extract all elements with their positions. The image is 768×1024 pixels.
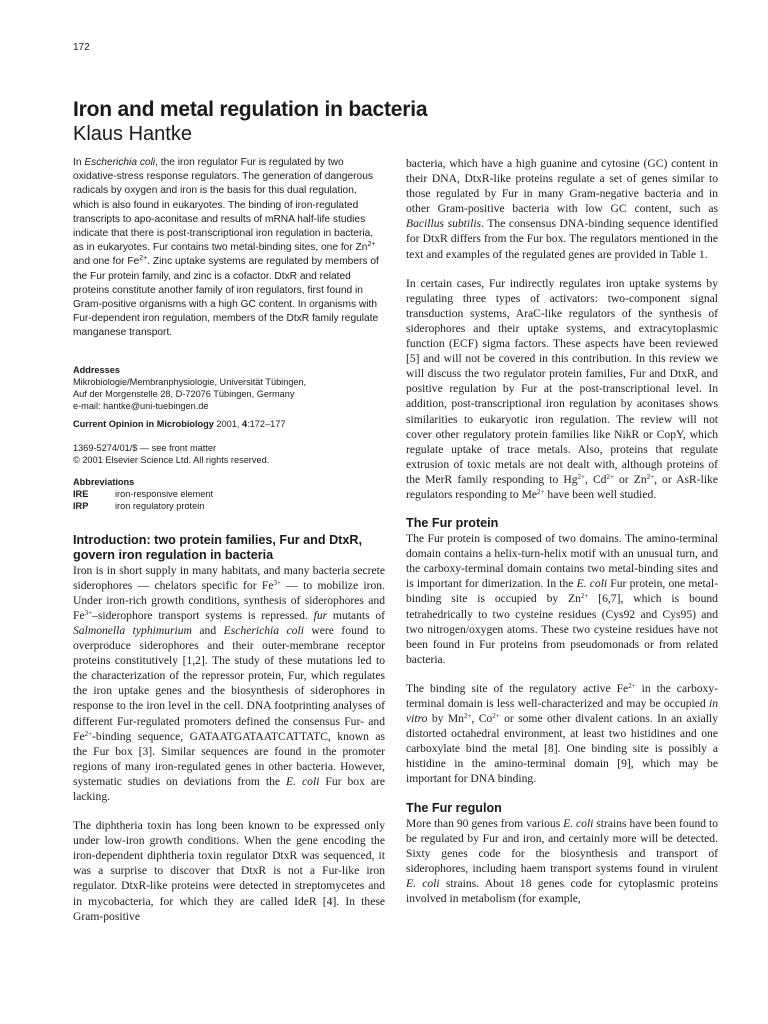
paragraph: The diphtheria toxin has long been known to be expressed only under low-iron growth conditions. When the gene encoding the iron-dependent diphtheria toxin regulator DtxR was sequenced, it was a surprise to discover that DtxR is not a Fur-like iron regulator. DtxR-like proteins were detected in streptomycetes and in mycobacteria, for which they are called IdeR [4]. In these Gram-positive xyxy=(73,819,385,923)
author-name: Klaus Hantke xyxy=(73,123,192,145)
abstract xyxy=(73,156,385,341)
addresses-heading: Addresses xyxy=(73,364,120,375)
paragraph: The binding site of the regulatory active $Fe^{2+}$ in the carboxy-terminal domain is less well-characterized and may be occupied in vitro by $Mn^{2+}$, $Co^{2+}$ or some other divalent cations. In an axially distorted octahedral environment, at least two histidines and one carboxylate bind the metal [8]. One binding site is possibly a histidine in the amino-terminal domain [9], which may be important for DNA binding. xyxy=(406,681,719,786)
abbreviation-term: IRE xyxy=(73,489,89,500)
issn-line: 1369-5274/01/$ — see front matter xyxy=(73,443,217,454)
paragraph: In certain cases, Fur indirectly regulates iron uptake systems by regulating three types of activators: two-component signal transduction systems, AraC-like regulators of the synthesis of siderophores and their uptake systems, and extracytoplasmic function (ECF) sigma factors. These aspects have been reviewed [5] and will not be covered in this contribution. In this review we will discuss the two regulator protein families, Fur and DtxR, and positive regulation by Fur at the post-transcriptional level. In addition, post-transcriptional iron regulation by aconitases shows similarities to eukaryotic iron regulation. The review will not cover other regulatory protein families like NikR or CopY, which regulate uptake of trace metals. Also, proteins that regulate extrusion of toxic metals are not dealt with, although proteins of the MerR family responding to $Hg^{2+}$, $Cd^{2+}$ or $Zn^{2+}$, or AsR-like regulators responding to $Me^{2+}$ have been well studied. xyxy=(406,276,718,501)
volume: 4 xyxy=(241,419,248,430)
abbreviation-definition: iron-responsive element xyxy=(115,489,214,500)
section-heading-introduction: Introduction: two protein families, Fur and DtxR, govern iron regulation in bacteria xyxy=(73,532,362,562)
abbreviations-heading: Abbreviations xyxy=(73,477,135,488)
section-heading-fur-protein: The Fur protein xyxy=(406,516,499,531)
abbreviation-definition: iron regulatory protein xyxy=(115,501,205,512)
journal-name: Current Opinion in Microbiology xyxy=(73,419,214,430)
intro-body xyxy=(73,563,385,924)
paragraph: bacteria, which have a high guanine and cytosine (GC) content in their DNA, DtxR-like proteins regulate a set of genes similar to those regulated by Fur in many Gram-negative bacteria and in other Gram-positive bacteria with low GC content, such as Bacillus subtilis. The consensus DNA-binding sequence identified for DtxR differs from the Fur box. The regulators mentioned in the text and examples of the regulated genes are provided in Table 1. xyxy=(406,157,718,261)
address-line: Mikrobiologie/Membranphysiologie, Universität Tübingen, xyxy=(73,376,307,387)
article-title: Iron and metal regulation in bacteria xyxy=(73,98,428,121)
copyright-line: © 2001 Elsevier Science Ltd. All rights reserved. xyxy=(73,455,270,466)
left-column xyxy=(73,156,385,924)
abbreviation-row xyxy=(73,500,385,512)
address-line: Auf der Morgenstelle 28, D-72076 Tübingen, Germany xyxy=(73,388,295,399)
fur-protein-body xyxy=(406,531,718,787)
citation: Current Opinion in Microbiology 2001, 4:172–177 xyxy=(73,419,286,430)
fur-regulon-body xyxy=(406,816,718,907)
abbreviation-row xyxy=(73,488,385,500)
abbreviation-term: IRP xyxy=(73,501,89,512)
right-column xyxy=(406,156,718,906)
paragraph: Iron is in short supply in many habitats, and many bacteria secrete siderophores — chelators specific for $Fe^{3+}$ — to mobilize iron. Under iron-rich growth conditions, synthesis of siderophores and $Fe^{3+}$–siderophore transport systems is repressed. fur mutants of Salmonella typhimurium and Escherichia coli were found to overproduce siderophores and their outer-membrane receptor proteins constitutively [1,2]. The study of these mutations led to the characterization of the repressor protein, Fur, which regulates the iron uptake genes and the biosynthesis of siderophores in response to the iron level in the cell. DNA footprinting analyses of different Fur-regulated promoters defined the consensus Fur- and $Fe^{2+}$-binding sequence, GATAATGATAATCATTATC, known as the Fur box [3]. Similar sequences are found in the promoter regions of many iron-regulated genes in other bacteria. However, systematic studies on deviations from the E. coli Fur box are lacking. xyxy=(73,563,386,803)
paragraph: More than 90 genes from various E. coli strains have been found to be regulated by Fur and iron, and certainly more will be detected. Sixty genes code for the biosynthesis and transport of siderophores, including haem transport systems found in virulent E. coli strains. About 18 genes code for cytoplasmic proteins involved in metabolism (for example, xyxy=(406,816,719,906)
addresses-block xyxy=(73,364,385,412)
paragraph: The Fur protein is composed of two domains. The amino-terminal domain contains a helix-turn-helix motif with an unusual turn, and the carboxy-terminal domain contains two metal-binding sites and is important for dimerization. In the E. coli Fur protein, one metal-binding site is occupied by $Zn^{2+}$ [6,7], which is bound tetrahedrically to two cysteine residues (Cys92 and Cys95) and two nitrogen/oxygen atoms. These two cysteine residues have not been found in Fur proteins from pseudomonads or from related bacteria. xyxy=(406,532,718,666)
section-heading-fur-regulon: The Fur regulon xyxy=(406,800,502,815)
right-body xyxy=(406,156,718,502)
abstract-text: In Escherichia coli, the iron regulator Fur is regulated by two oxidative-stress response regulators. The generation of dangerous radicals by oxygen and iron is the basis for this dual regulation, which is also found in eukaryotes. The binding of iron-regulated transcripts to apo-aconitase and results of mRNA half-life studies indicate that there is post-transcriptional iron regulation in bacteria, as in eukaryotes. Fur contains two metal-binding sites, one for $Zn^{2+}$ and one for $Fe^{2+}$. Zinc uptake systems are regulated by members of the Fur protein family, and zinc is a cofactor. DtxR and related proteins constitute another family of iron regulators, first found in Gram-positive organisms with a high GC content. In organisms with Fur-dependent iron regulation, members of the DtxR family regulate manganese transport. xyxy=(73,157,379,339)
email: e-mail: hantke@uni-tuebingen.de xyxy=(73,400,209,411)
abbreviations-block xyxy=(73,476,385,512)
copyright-block xyxy=(73,442,385,466)
page-number: 172 xyxy=(73,42,90,53)
